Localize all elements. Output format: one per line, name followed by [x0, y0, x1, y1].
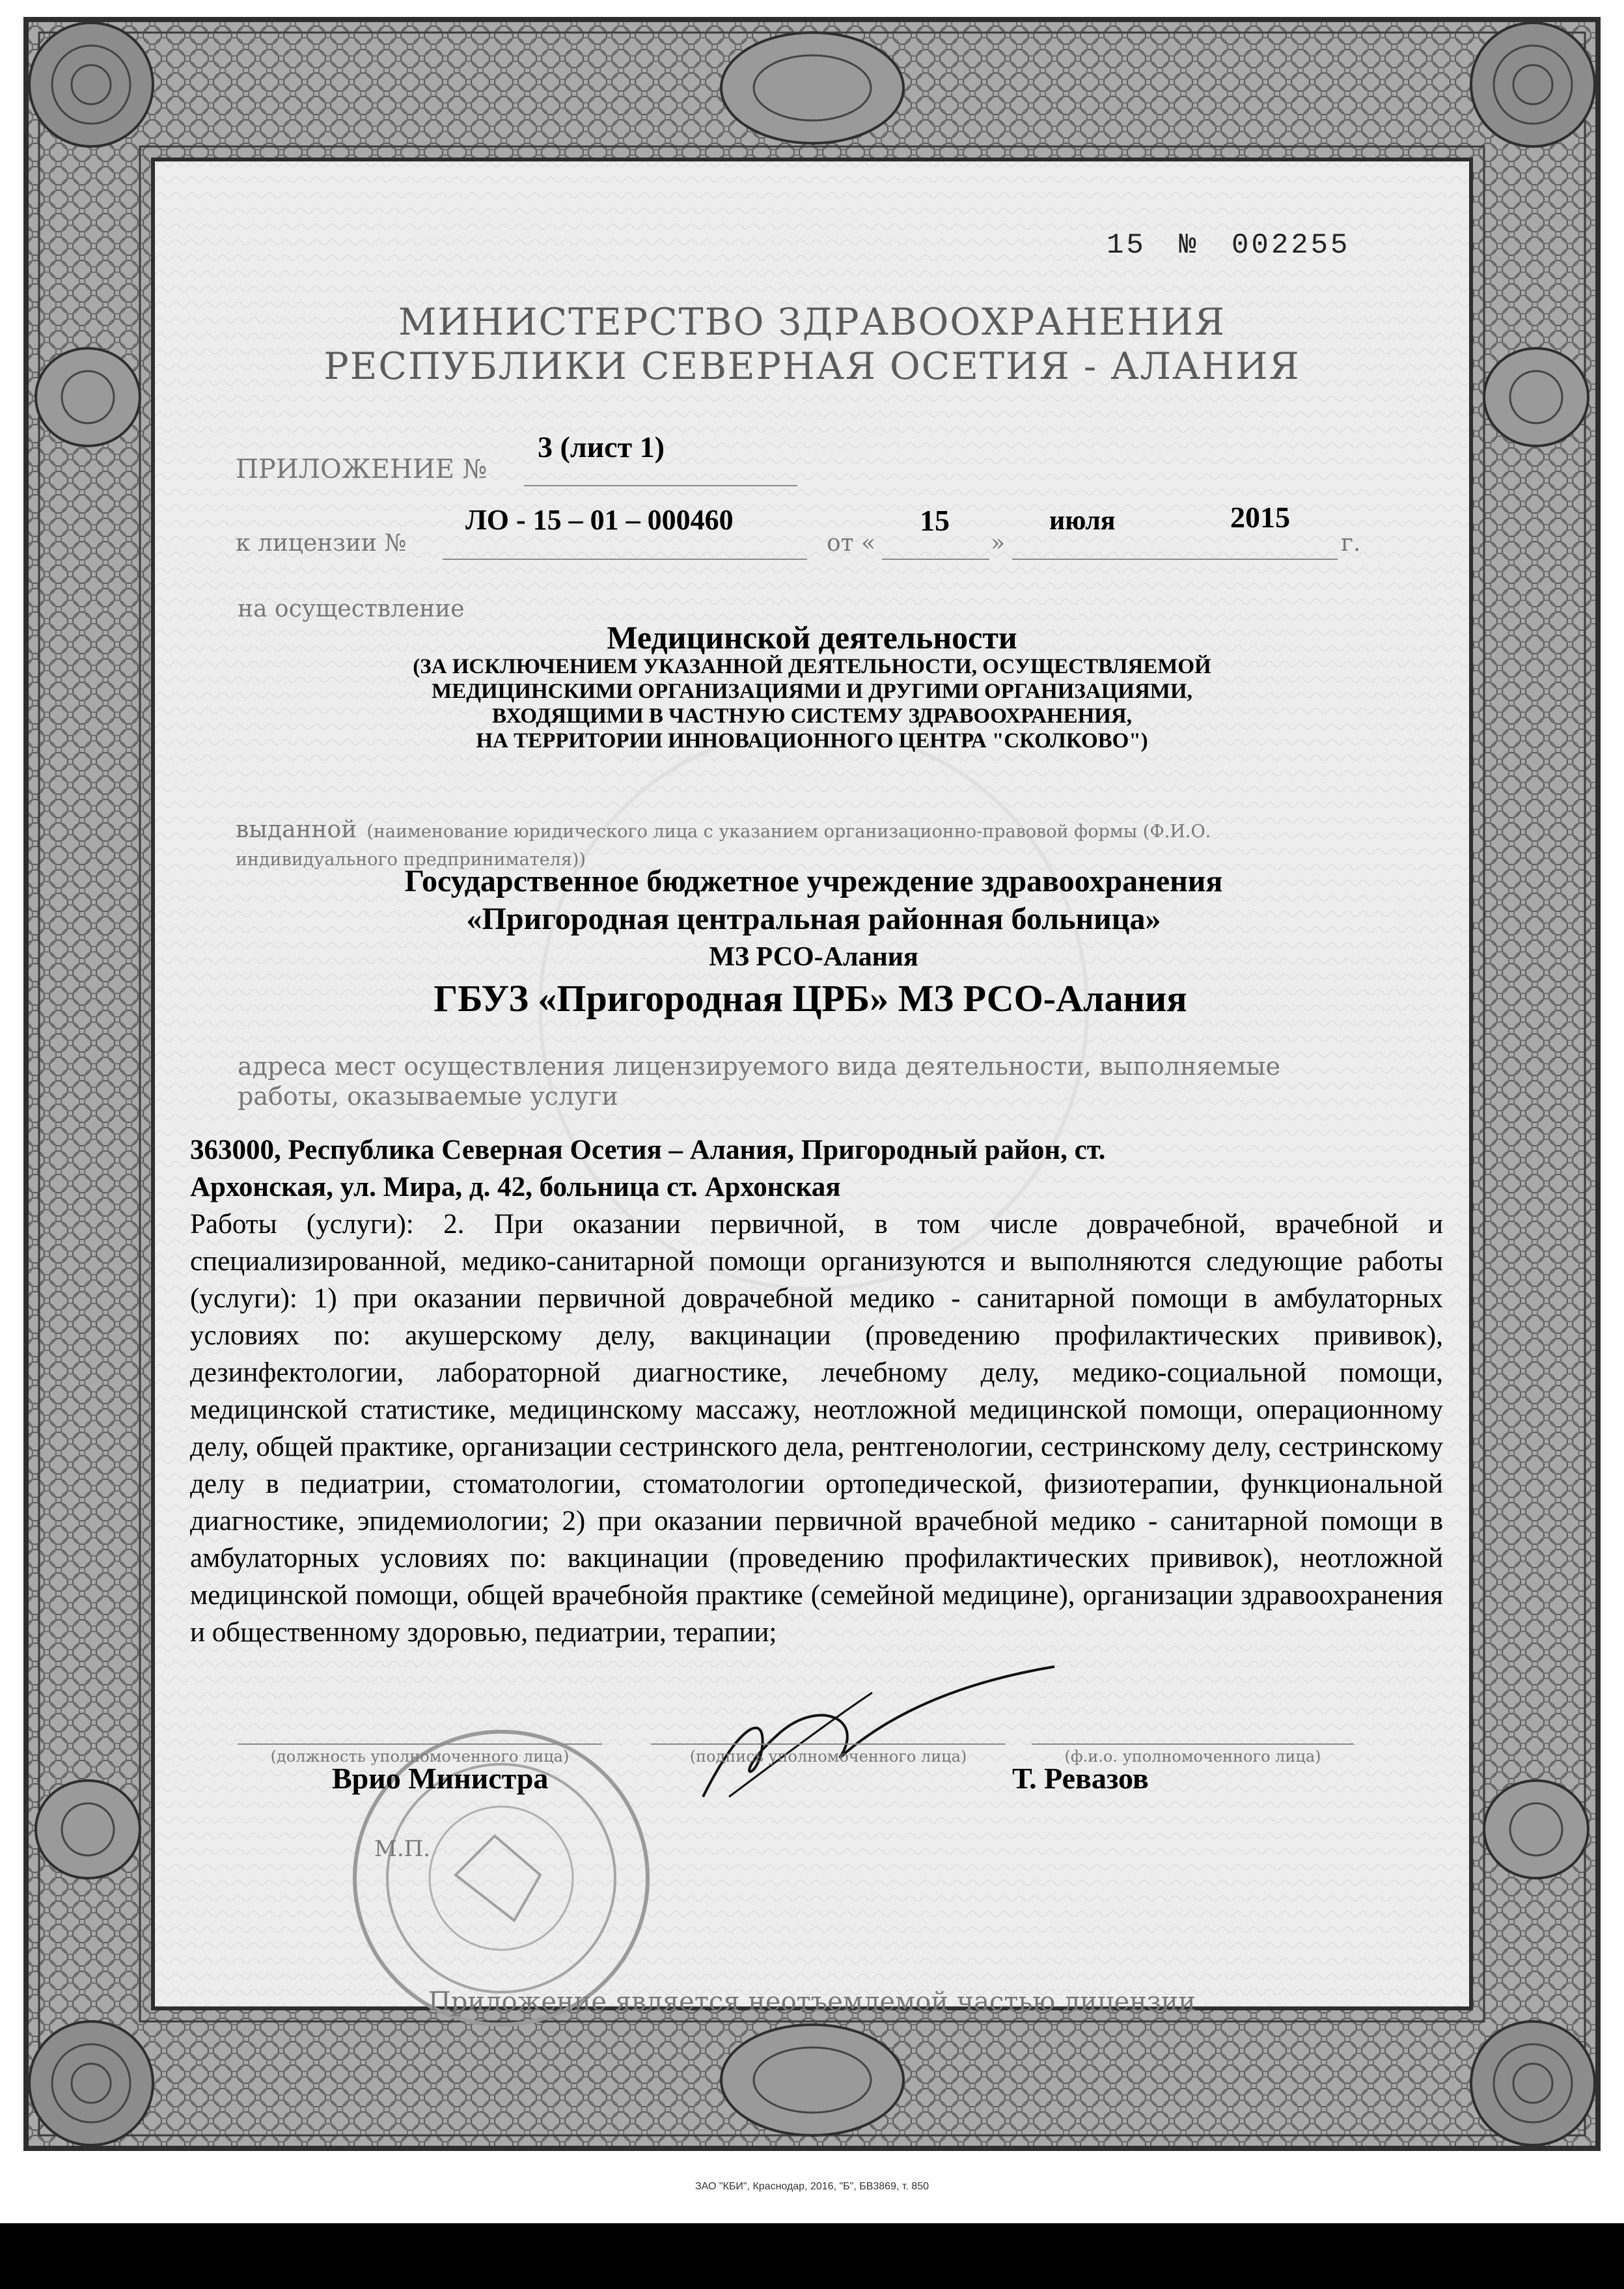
ministry-title-line1: МИНИСТЕРСТВО ЗДРАВООХРАНЕНИЯ	[398, 301, 1226, 344]
issued-label: выданной	[236, 816, 357, 843]
license-label: к лицензии №	[236, 530, 407, 557]
signatory-name: Т. Ревазов	[1012, 1762, 1149, 1795]
appendix-footer-note: Приложение является неотъемлемой частью лицензии	[428, 1987, 1196, 2017]
signature-caption: (подпись уполномоченного лица)	[689, 1747, 967, 1766]
organization-line3: МЗ РСО-Алания	[709, 942, 918, 972]
license-month: июля	[1049, 506, 1116, 536]
ministry-title-line2: РЕСПУБЛИКИ СЕВЕРНАЯ ОСЕТИЯ - АЛАНИЯ	[323, 345, 1301, 388]
license-from-label: от «	[827, 530, 876, 557]
serial-number-sign: №	[1179, 229, 1199, 262]
activity-line: НА ТЕРРИТОРИИ ИННОВАЦИОННОГО ЦЕНТРА "СКОЛКОВО")	[476, 729, 1148, 753]
license-year: 2015	[1230, 501, 1290, 534]
serial-series: 15	[1107, 229, 1146, 262]
organization-short-name: ГБУЗ «Пригородная ЦРБ» МЗ РСО-Алания	[434, 977, 1187, 1020]
activity-clarification	[0, 654, 1624, 753]
services-list: Работы (услуги): 2. При оказании первичной, в том числе доврачебной, врачебной и специализированной, медико-санитарной помощи организуются и выполняются следующие работы (услуги): 1) при оказании первичной доврачебной медико - санитарной помощи в амбулаторных условиях по: акушерскому делу, вакцинации (проведению профилактических прививок), дезинфектологии, лабораторной диагностике, лечебному делу, медико-социальной помощи, медицинской статистике, медицинскому массажу, неотложной медицинской помощи, операционному делу, общей практике, организации сестринского дела, рентгенологии, сестринскому делу, сестринскому делу в педиатрии, стоматологии, стоматологии ортопедической, физиотерапии, функциональной диагностике, эпидемиологии; 2) при оказании первичной врачебной медико - санитарной помощи в амбулаторных условиях по: вакцинации (проведению профилактических прививок), неотложной медицинской помощи, общей врачебнойя практике (семейной медицине), организации здравоохранения и общественному здоровью, педиатрии, терапии;	[190, 1209, 1443, 1648]
appendix-label: ПРИЛОЖЕНИЕ №	[236, 454, 488, 484]
license-year-suffix: г.	[1341, 530, 1361, 557]
form-serial	[1107, 229, 1350, 262]
addresses-label-line2: работы, оказываемые услуги	[238, 1082, 618, 1111]
issued-hint-line1: (наименование юридического лица с указанием организационно-правовой формы (Ф.И.О.	[366, 822, 1211, 842]
activity-line: ВХОДЯЩИМИ В ЧАСТНУЮ СИСТЕМУ ЗДРАВООХРАНЕНИЯ,	[492, 704, 1132, 728]
activity-line: (ЗА ИСКЛЮЧЕНИЕМ УКАЗАННОЙ ДЕЯТЕЛЬНОСТИ, ОСУЩЕСТВЛЯЕМОЙ	[413, 655, 1211, 678]
activity-label: на осуществление	[238, 596, 465, 622]
license-number: ЛО - 15 – 01 – 000460	[465, 504, 734, 536]
issued-hint-line2: индивидуального предпринимателя))	[236, 850, 586, 870]
activity-line: МЕДИЦИНСКИМИ ОРГАНИЗАЦИЯМИ И ДРУГИМИ ОРГАНИЗАЦИЯМИ,	[432, 680, 1192, 703]
addresses-label	[238, 1051, 1357, 1111]
activity-address	[190, 1131, 1459, 1206]
serial-number: 002255	[1232, 229, 1351, 262]
name-caption: (ф.и.о. уполномоченного лица)	[1064, 1747, 1321, 1766]
printer-imprint: ЗАО "КБИ", Краснодар, 2016, "Б", БВ3869, т. 850	[695, 2181, 929, 2192]
license-day-close: »	[991, 530, 1006, 557]
stamp-label: М.П.	[374, 1836, 431, 1862]
organization-line1: Государственное бюджетное учреждение здравоохранения	[404, 864, 1223, 898]
activity-title: Медицинской деятельности	[607, 619, 1017, 656]
addresses-label-line1: адреса мест осуществления лицензируемого вида деятельности, выполняемые	[238, 1052, 1281, 1081]
position-caption: (должность уполномоченного лица)	[270, 1747, 570, 1766]
address-line1: 363000, Республика Северная Осетия – Алания, Пригородный район, ст.	[190, 1135, 1106, 1165]
signatory-position: Врио Министра	[332, 1762, 549, 1795]
appendix-number: 3 (лист 1)	[538, 430, 665, 464]
license-day: 15	[920, 504, 950, 537]
organization-line2: «Пригородная центральная районная больница»	[466, 902, 1161, 936]
address-line2: Архонская, ул. Мира, д. 42, больница ст. Архонская	[190, 1172, 841, 1202]
organization-name	[0, 863, 1624, 976]
